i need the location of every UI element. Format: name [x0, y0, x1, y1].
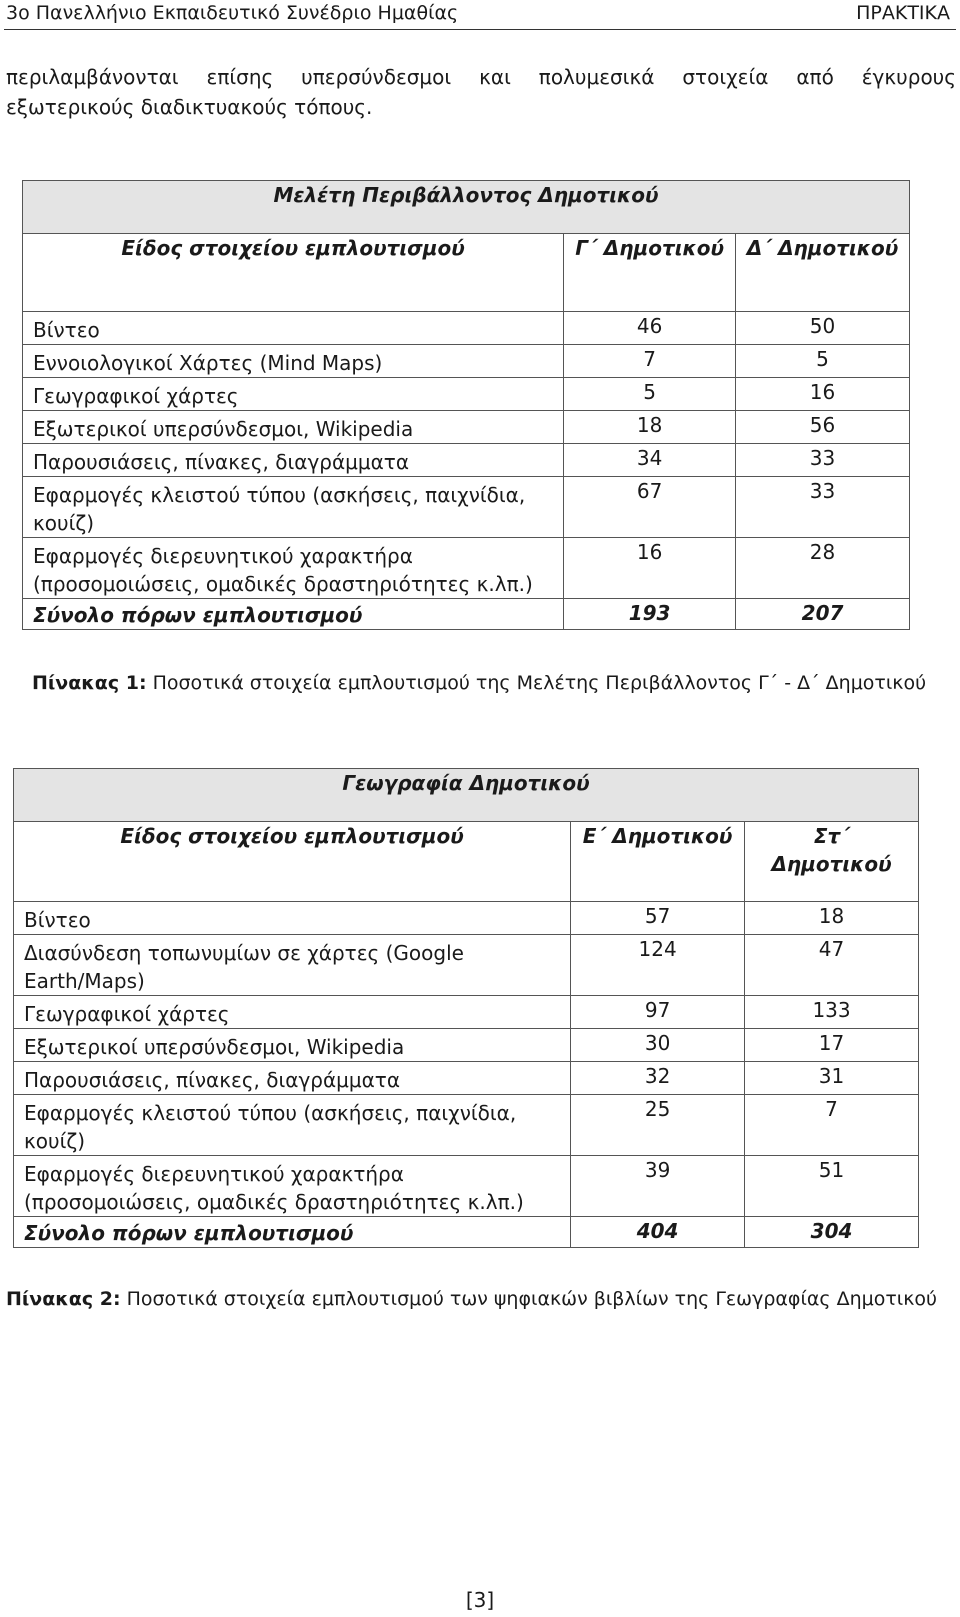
table-2-col-type: Είδος στοιχείου εμπλουτισμού [14, 822, 571, 902]
cell-value: 5 [564, 378, 736, 411]
table-row [23, 411, 910, 444]
row-label: Διασύνδεση τοπωνυμίων σε χάρτες (Google Earth/Maps) [14, 935, 571, 996]
section-label: ΠΡΑΚΤΙΚΑ [856, 2, 950, 24]
table-row [23, 444, 910, 477]
cell-value: 7 [745, 1095, 919, 1156]
table-1-col-grade4: Δ΄ Δημοτικού [736, 234, 910, 312]
cell-value: 33 [736, 477, 910, 538]
table-row [23, 378, 910, 411]
row-label: Εφαρμογές διερευνητικού χαρακτήρα (προσομοιώσεις, ομαδικές δραστηριότητες κ.λπ.) [14, 1156, 571, 1217]
cell-value: 46 [564, 312, 736, 345]
total-value: 207 [736, 599, 910, 630]
table-2-title: Γεωγραφία Δημοτικού [14, 769, 919, 822]
intro-line-2: εξωτερικούς διαδικτυακούς τόπους. [6, 95, 373, 119]
row-label: Παρουσιάσεις, πίνακες, διαγράμματα [14, 1062, 571, 1095]
page-header [0, 0, 960, 30]
row-label: Εφαρμογές διερευνητικού χαρακτήρα (προσομοιώσεις, ομαδικές δραστηριότητες κ.λπ.) [23, 538, 564, 599]
cell-value: 50 [736, 312, 910, 345]
total-row [14, 1217, 919, 1248]
table-row [23, 538, 910, 599]
caption-text: Ποσοτικά στοιχεία εμπλουτισμού των ψηφιακών βιβλίων της Γεωγραφίας Δημοτικού [120, 1288, 938, 1310]
cell-value: 51 [745, 1156, 919, 1217]
total-label: Σύνολο πόρων εμπλουτισμού [14, 1217, 571, 1248]
caption-label: Πίνακας 1: [32, 672, 147, 694]
cell-value: 25 [571, 1095, 745, 1156]
cell-value: 34 [564, 444, 736, 477]
table-row [14, 902, 919, 935]
table-2-caption [6, 1288, 937, 1310]
page-number: [3] [465, 1588, 495, 1612]
table-row [14, 935, 919, 996]
table-2 [13, 768, 919, 1248]
caption-label: Πίνακας 2: [6, 1288, 121, 1310]
cell-value: 32 [571, 1062, 745, 1095]
row-label: Εφαρμογές κλειστού τύπου (ασκήσεις, παιχνίδια, κουίζ) [14, 1095, 571, 1156]
cell-value: 33 [736, 444, 910, 477]
cell-value: 7 [564, 345, 736, 378]
cell-value: 97 [571, 996, 745, 1029]
cell-value: 5 [736, 345, 910, 378]
row-label: Γεωγραφικοί χάρτες [23, 378, 564, 411]
intro-line-1: περιλαμβάνονται επίσης υπερσύνδεσμοι και πολυμεσικά στοιχεία από έγκυρους [6, 65, 956, 89]
cell-value: 124 [571, 935, 745, 996]
total-value: 404 [571, 1217, 745, 1248]
row-label: Γεωγραφικοί χάρτες [14, 996, 571, 1029]
cell-value: 31 [745, 1062, 919, 1095]
table-row [14, 1156, 919, 1217]
table-row [23, 477, 910, 538]
cell-value: 18 [745, 902, 919, 935]
table-2-col-grade6: Στ΄ Δημοτικού [745, 822, 919, 902]
cell-value: 16 [736, 378, 910, 411]
row-label: Βίντεο [14, 902, 571, 935]
cell-value: 16 [564, 538, 736, 599]
cell-value: 56 [736, 411, 910, 444]
cell-value: 18 [564, 411, 736, 444]
cell-value: 133 [745, 996, 919, 1029]
cell-value: 39 [571, 1156, 745, 1217]
table-row [14, 1029, 919, 1062]
cell-value: 47 [745, 935, 919, 996]
total-row [23, 599, 910, 630]
intro-paragraph [6, 62, 956, 122]
table-2-col-grade5: Ε΄ Δημοτικού [571, 822, 745, 902]
table-row [14, 1062, 919, 1095]
table-row [14, 1095, 919, 1156]
conference-title: 3ο Πανελλήνιο Εκπαιδευτικό Συνέδριο Ημαθίας [6, 2, 459, 24]
total-value: 304 [745, 1217, 919, 1248]
table-row [23, 345, 910, 378]
row-label: Παρουσιάσεις, πίνακες, διαγράμματα [23, 444, 564, 477]
row-label: Εξωτερικοί υπερσύνδεσμοι, Wikipedia [23, 411, 564, 444]
row-label: Εξωτερικοί υπερσύνδεσμοι, Wikipedia [14, 1029, 571, 1062]
total-value: 193 [564, 599, 736, 630]
row-label: Εφαρμογές κλειστού τύπου (ασκήσεις, παιχνίδια, κουίζ) [23, 477, 564, 538]
table-1 [22, 180, 910, 630]
cell-value: 17 [745, 1029, 919, 1062]
cell-value: 28 [736, 538, 910, 599]
caption-text: Ποσοτικά στοιχεία εμπλουτισμού της Μελέτης Περιβάλλοντος Γ΄ - Δ΄ Δημοτικού [146, 672, 927, 694]
table-row [23, 312, 910, 345]
table-1-title: Μελέτη Περιβάλλοντος Δημοτικού [23, 181, 910, 234]
header-rule [4, 29, 956, 30]
table-row [14, 996, 919, 1029]
row-label: Βίντεο [23, 312, 564, 345]
cell-value: 57 [571, 902, 745, 935]
cell-value: 67 [564, 477, 736, 538]
table-1-col-grade3: Γ΄ Δημοτικού [564, 234, 736, 312]
table-1-caption [32, 672, 926, 694]
row-label: Εννοιολογικοί Χάρτες (Mind Maps) [23, 345, 564, 378]
table-1-col-type: Είδος στοιχείου εμπλουτισμού [23, 234, 564, 312]
total-label: Σύνολο πόρων εμπλουτισμού [23, 599, 564, 630]
cell-value: 30 [571, 1029, 745, 1062]
